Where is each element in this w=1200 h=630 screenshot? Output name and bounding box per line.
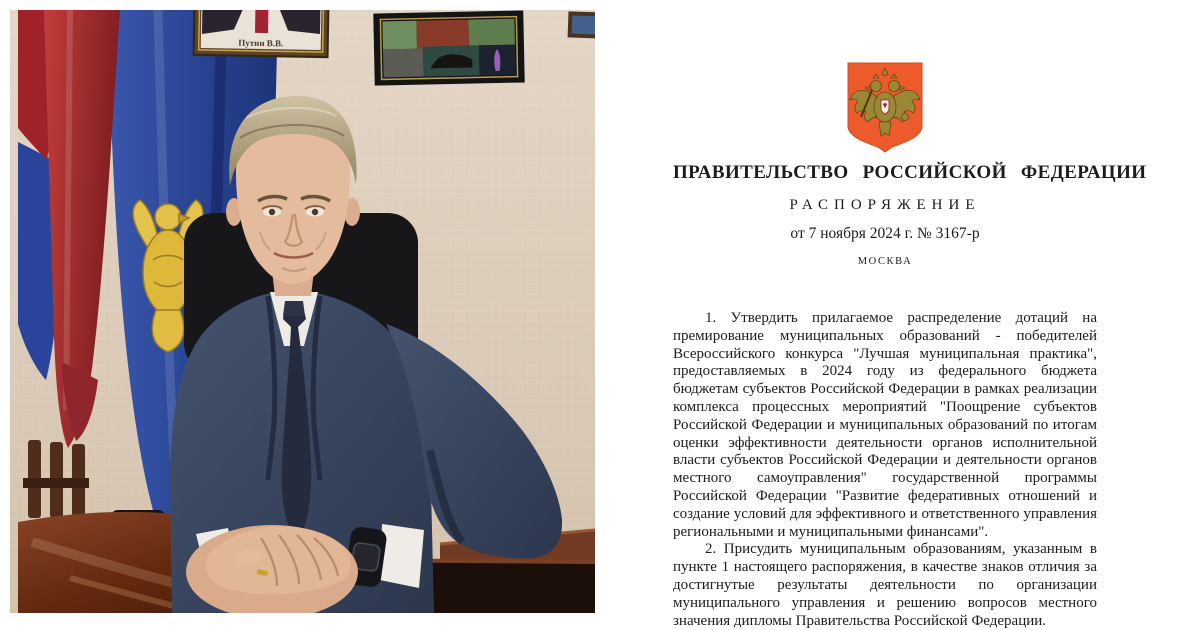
document-date: от 7 ноября 2024 г. № 3167-р xyxy=(790,225,980,242)
document-title: ПРАВИТЕЛЬСТВО РОССИЙСКОЙ ФЕДЕРАЦИИ xyxy=(673,162,1147,183)
document-city: МОСКВА xyxy=(857,256,913,267)
collage-frame xyxy=(373,10,524,85)
document-body xyxy=(673,310,1097,630)
wooden-chair xyxy=(23,440,89,518)
collage-trees-photo xyxy=(382,21,417,50)
portrait-frame xyxy=(194,10,329,57)
document-type: РАСПОРЯЖЕНИЕ xyxy=(789,197,981,213)
collage-crowd-photo xyxy=(383,49,424,78)
paragraph-1: 1. Утвердить прилагаемое распределение дотаций на премирование муниципальных образований - победителей Всероссийского конкурса "Лучшая муниципальная практика", предоставляемых в 2024 году из федерального бюджета бюджетам субъектов Российской Федерации в рамках реализации комплекса процессных мероприятий "Поощрение субъектов Российской Федерации и муниципальных образований по итогам оценки эффективности деятельности органов исполнительной власти субъектов Российской Федерации и деятельности органов местного самоуправления" государственной программы Российской Федерации "Развитие федеративных отношений и создание условий для эффективного и ответственного управления региональными и муниципальными финансами". xyxy=(673,310,1097,540)
tie-knot xyxy=(283,301,305,316)
russian-coat-of-arms-icon xyxy=(845,62,925,153)
small-frame xyxy=(568,11,595,38)
government-order-document xyxy=(673,0,1147,630)
portrait-label: Путин В.В. xyxy=(238,37,284,49)
portrait-red-tie xyxy=(255,10,268,33)
paragraph-2: 2. Присудить муниципальным образованиям, указанным в пункте 1 настоящего распоряжения, в качестве знаков отличия за достигнутые результаты деятельности по организации муниципального управления и решению вопросов местного значения дипломы Правительства Российской Федерации. xyxy=(673,541,1097,629)
official-photo xyxy=(10,10,595,613)
emblem-wrap xyxy=(673,62,1097,153)
collage-park-photo xyxy=(468,19,515,46)
official-photo-scene xyxy=(10,10,595,613)
shirt-cuff-left xyxy=(380,524,424,588)
